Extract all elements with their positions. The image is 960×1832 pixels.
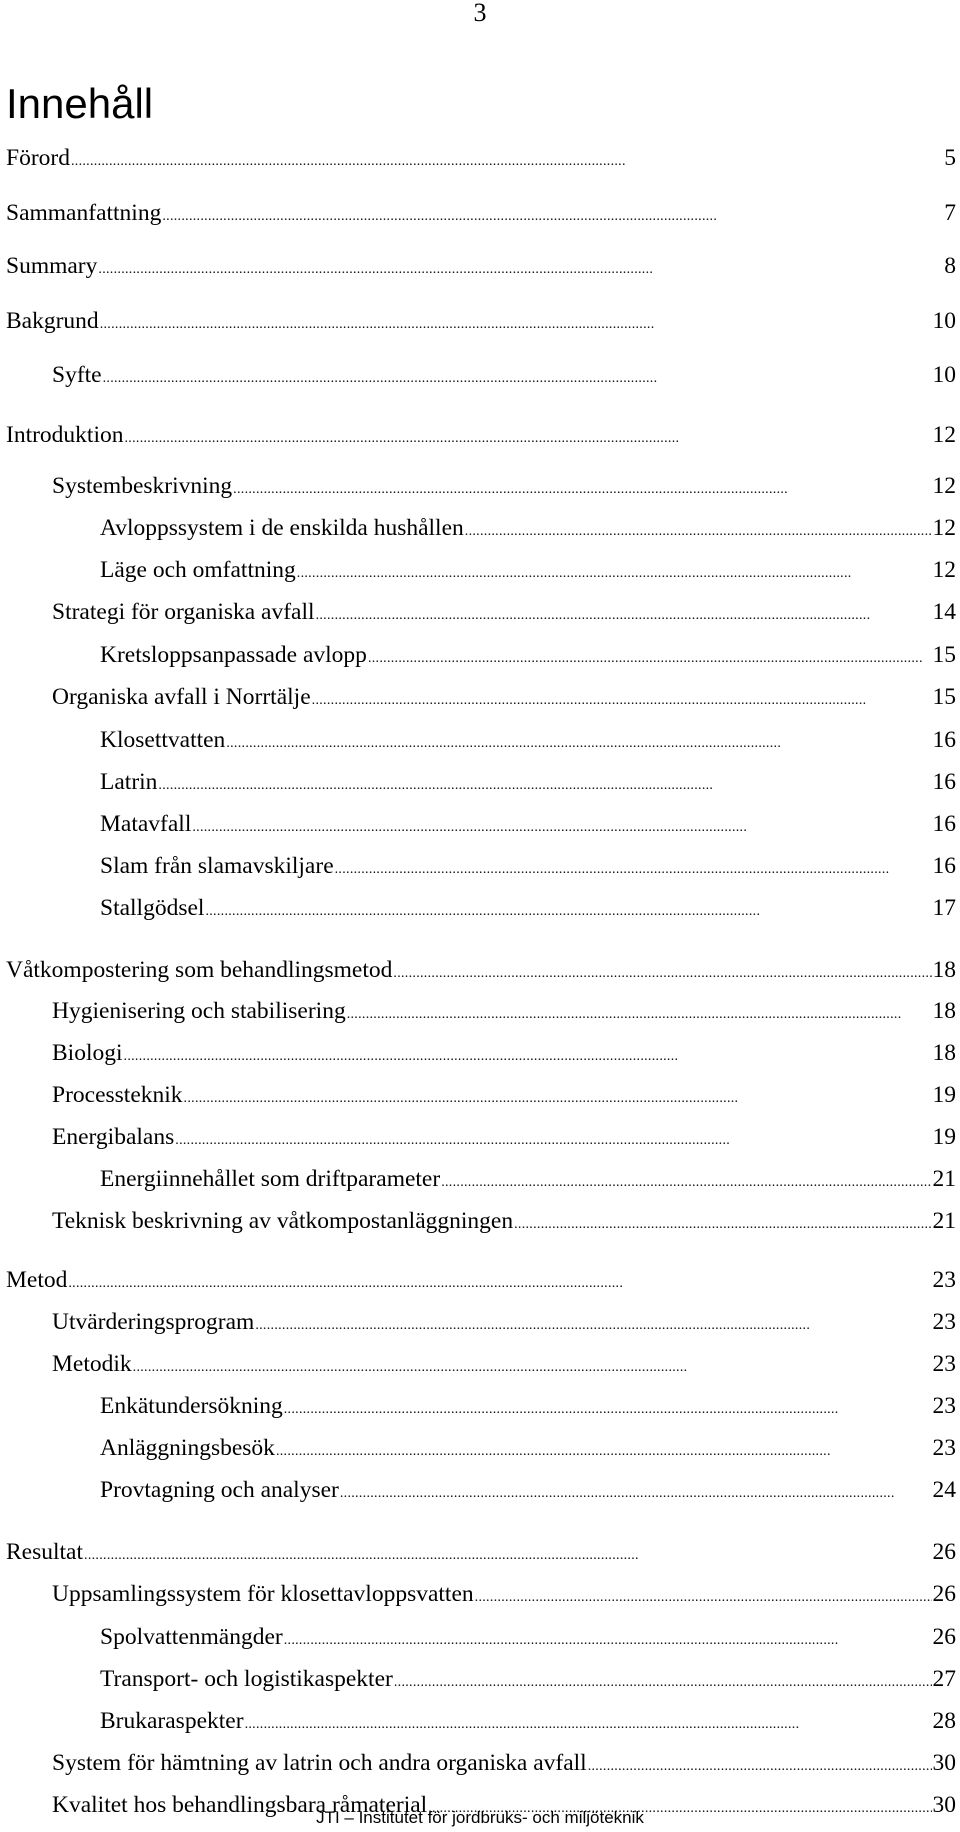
toc-entry-title: Processteknik [52, 1082, 183, 1108]
toc-entry-page: 24 [932, 1477, 956, 1503]
toc-entry[interactable] [0, 809, 960, 843]
dot-leader [441, 1164, 931, 1198]
toc-entry-title: Klosettvatten [100, 727, 226, 753]
dot-leader [347, 996, 932, 1030]
toc-entry[interactable] [0, 360, 960, 394]
toc-entry-title: Systembeskrivning [52, 473, 233, 499]
toc-entry-page: 5 [944, 145, 956, 171]
toc-entry[interactable] [0, 851, 960, 885]
toc-entry-page: 30 [932, 1750, 956, 1776]
toc-entry-page: 23 [932, 1309, 956, 1335]
toc-entry[interactable] [0, 1433, 960, 1467]
toc-entry[interactable] [0, 1122, 960, 1156]
toc-entry-page: 15 [932, 642, 956, 668]
toc-entry-title: Syfte [52, 362, 102, 388]
page-number: 3 [473, 0, 487, 27]
toc-entry-page: 19 [932, 1124, 956, 1150]
toc-entry-title: Uppsamlingssystem för klosettavloppsvatten [52, 1581, 474, 1607]
toc-entry-title: Strategi för organiska avfall [52, 599, 315, 625]
toc-entry-page: 21 [932, 1166, 956, 1192]
toc-entry-page: 7 [944, 200, 956, 226]
toc-entry-title: Metod [6, 1267, 68, 1293]
toc-entry[interactable] [0, 555, 960, 589]
dot-leader [124, 1038, 932, 1072]
toc-entry-title: Provtagning och analyser [100, 1477, 339, 1503]
toc-entry-title: Organiska avfall i Norrtälje [52, 684, 311, 710]
toc-entry-title: Anläggningsbesök [100, 1435, 275, 1461]
toc-entry-title: Energibalans [52, 1124, 175, 1150]
toc-entry-page: 15 [932, 684, 956, 710]
dot-leader [158, 767, 931, 801]
toc-entry-title: Bakgrund [6, 308, 99, 334]
dot-leader [184, 1080, 932, 1114]
toc-entry-title: Sammanfattning [6, 200, 162, 226]
toc-entry-page: 19 [932, 1082, 956, 1108]
toc-entry-title: Spolvattenmängder [100, 1624, 283, 1650]
toc-entry-title: Slam från slamavskiljare [100, 853, 334, 879]
dot-leader [133, 1349, 932, 1383]
toc-entry-page: 12 [932, 557, 956, 583]
toc-entry-page: 26 [932, 1624, 956, 1650]
dot-leader [284, 1622, 932, 1656]
toc-entry-page: 23 [932, 1351, 956, 1377]
toc-entry-title: Kretsloppsanpassade avlopp [100, 642, 367, 668]
toc-entry[interactable] [0, 1080, 960, 1114]
toc-entry[interactable] [0, 1579, 960, 1613]
toc-entry[interactable] [0, 1748, 960, 1782]
dot-leader [255, 1307, 931, 1341]
toc-entry[interactable] [0, 1164, 960, 1198]
toc-entry-title: Teknisk beskrivning av våtkompostanläggningen [52, 1208, 514, 1234]
toc-entry-title: Brukaraspekter [100, 1708, 244, 1734]
toc-entry[interactable] [0, 143, 960, 177]
toc-entry-title: Energiinnehållet som driftparameter [100, 1166, 441, 1192]
toc-entry-page: 27 [932, 1666, 956, 1692]
dot-leader [68, 1265, 931, 1299]
dot-leader [368, 640, 932, 674]
toc-entry-title: Hygienisering och stabilisering [52, 998, 346, 1024]
toc-entry[interactable] [0, 1038, 960, 1072]
toc-entry[interactable] [0, 1537, 960, 1571]
toc-entry-title: Introduktion [6, 422, 124, 448]
dot-leader [340, 1475, 932, 1509]
toc-entry[interactable] [0, 1475, 960, 1509]
toc-entry[interactable] [0, 1622, 960, 1656]
dot-leader [192, 809, 931, 843]
dot-leader [98, 251, 943, 285]
dot-leader [205, 893, 931, 927]
toc-entry-page: 18 [932, 1040, 956, 1066]
toc-entry-title: Matavfall [100, 811, 192, 837]
toc-entry-page: 16 [932, 727, 956, 753]
toc-entry-page: 23 [932, 1393, 956, 1419]
toc-entry-page: 26 [932, 1539, 956, 1565]
toc-entry-title: Resultat [6, 1539, 84, 1565]
toc-entry[interactable] [0, 471, 960, 505]
toc-entry-page: 18 [932, 957, 956, 983]
toc-entry[interactable] [0, 893, 960, 927]
dot-leader [162, 198, 943, 232]
dot-leader [84, 1537, 931, 1571]
toc-entry-title: Förord [6, 145, 70, 171]
toc-entry[interactable] [0, 597, 960, 631]
toc-entry-title: System för hämtning av latrin och andra organiska avfall [52, 1750, 587, 1776]
toc-entry-page: 18 [932, 998, 956, 1024]
dot-leader [103, 360, 932, 394]
toc-entry[interactable] [0, 1664, 960, 1698]
toc-entry-title: Utvärderingsprogram [52, 1309, 255, 1335]
dot-leader [394, 1664, 932, 1698]
toc-entry[interactable] [0, 767, 960, 801]
dot-leader [100, 306, 932, 340]
dot-leader [226, 725, 931, 759]
page-footer: JTI – Institutet för jordbruks- och miljöteknik [316, 1808, 644, 1827]
toc-entry-title: Metodik [52, 1351, 132, 1377]
toc-entry-page: 10 [932, 362, 956, 388]
toc-entry-title: Kvalitet hos behandlingsbara råmaterial [52, 1792, 428, 1818]
toc-entry[interactable] [0, 1706, 960, 1740]
toc-entry-title: Läge och omfattning [100, 557, 296, 583]
toc-entry-page: 23 [932, 1435, 956, 1461]
dot-leader [588, 1748, 932, 1782]
toc-entry-title: Summary [6, 253, 98, 279]
dot-leader [297, 555, 932, 589]
toc-entry-title: Biologi [52, 1040, 123, 1066]
dot-leader [284, 1391, 932, 1425]
dot-leader [233, 471, 931, 505]
toc-entry-page: 12 [932, 422, 956, 448]
toc-entry[interactable] [0, 955, 960, 989]
dot-leader [335, 851, 932, 885]
toc-entry-page: 28 [932, 1708, 956, 1734]
toc-entry-page: 26 [932, 1581, 956, 1607]
dot-leader [175, 1122, 931, 1156]
toc-entry-page: 8 [944, 253, 956, 279]
dot-leader [393, 955, 931, 989]
dot-leader [245, 1706, 932, 1740]
dot-leader [316, 597, 932, 631]
toc-entry[interactable] [0, 1349, 960, 1383]
toc-entry-page: 16 [932, 769, 956, 795]
toc-entry[interactable] [0, 420, 960, 454]
toc-entry-title: Våtkompostering som behandlingsmetod [6, 957, 393, 983]
dot-leader [276, 1433, 932, 1467]
toc-entry-page: 14 [932, 599, 956, 625]
toc-entry[interactable] [0, 640, 960, 674]
dot-leader [71, 143, 943, 177]
toc-entry-title: Transport- och logistikaspekter [100, 1666, 393, 1692]
toc-entry-title: Stallgödsel [100, 895, 205, 921]
toc-entry-page: 10 [932, 308, 956, 334]
toc-entry[interactable] [0, 1265, 960, 1299]
toc-entry[interactable] [0, 251, 960, 285]
toc-entry[interactable] [0, 198, 960, 232]
toc-entry[interactable] [0, 1307, 960, 1341]
dot-leader [312, 682, 932, 716]
toc-entry[interactable] [0, 513, 960, 547]
toc-entry-page: 12 [932, 515, 956, 541]
toc-entry[interactable] [0, 1206, 960, 1240]
toc-entry-page: 30 [932, 1792, 956, 1818]
toc-entry-page: 23 [932, 1267, 956, 1293]
dot-leader [475, 1579, 932, 1613]
toc-entry-page: 17 [932, 895, 956, 921]
toc-entry[interactable] [0, 996, 960, 1030]
toc-entry-title: Enkätundersökning [100, 1393, 283, 1419]
dot-leader [465, 513, 932, 547]
toc-entry-page: 16 [932, 853, 956, 879]
dot-leader [514, 1206, 931, 1240]
dot-leader [125, 420, 932, 454]
toc-entry[interactable] [0, 306, 960, 340]
toc-entry-page: 16 [932, 811, 956, 837]
toc-title: Innehåll [6, 80, 154, 127]
toc-entry-title: Latrin [100, 769, 158, 795]
toc-entry-title: Avloppssystem i de enskilda hushållen [100, 515, 464, 541]
toc-entry-page: 12 [932, 473, 956, 499]
toc-entry[interactable] [0, 682, 960, 716]
toc-entry[interactable] [0, 1391, 960, 1425]
toc-entry[interactable] [0, 725, 960, 759]
toc-entry-page: 21 [932, 1208, 956, 1234]
